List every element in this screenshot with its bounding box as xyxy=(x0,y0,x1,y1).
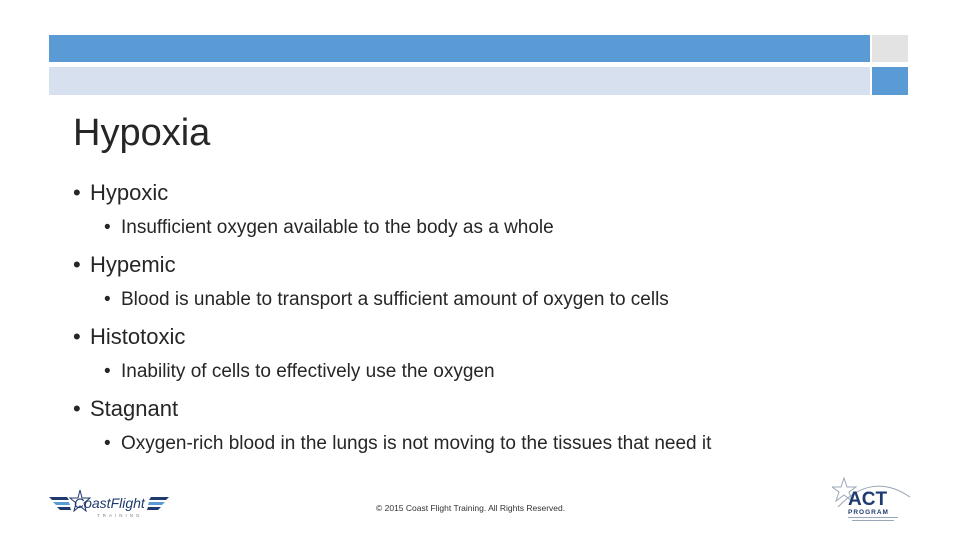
logo-rule xyxy=(848,517,898,518)
heading-text: Hypemic xyxy=(90,252,176,277)
header-band-top xyxy=(49,35,870,62)
bullet-detail xyxy=(73,359,933,385)
list-item xyxy=(73,394,933,457)
bullet-icon: • xyxy=(73,324,81,349)
logo-wordmark: ACT xyxy=(848,489,888,510)
bullet-heading xyxy=(73,322,933,352)
list-item xyxy=(73,178,933,241)
bullet-icon: • xyxy=(73,252,81,277)
bullet-icon: • xyxy=(104,433,111,454)
bullet-detail xyxy=(73,287,933,313)
slide-title: Hypoxia xyxy=(73,112,211,154)
heading-text: Hypoxic xyxy=(90,180,169,205)
wing-stripes-left xyxy=(49,497,71,510)
detail-text: Oxygen-rich blood in the lungs is not moving to the tissues that need it xyxy=(121,433,712,454)
copyright-text: © 2015 Coast Flight Training. All Rights Reserved. xyxy=(376,503,566,513)
wing-stripes-right xyxy=(147,497,169,510)
bullet-icon: • xyxy=(104,289,111,310)
bullet-heading xyxy=(73,178,933,208)
bullet-detail xyxy=(73,431,933,457)
list-item xyxy=(73,322,933,385)
bullet-detail xyxy=(73,215,933,241)
logo-wordmark: CoastFlight xyxy=(74,495,145,511)
header-band-bottom xyxy=(49,67,870,95)
bullet-icon: • xyxy=(104,361,111,382)
bullet-icon: • xyxy=(73,396,81,421)
logo-rule xyxy=(852,520,894,521)
logo-subtext: TRAINING xyxy=(97,513,143,518)
logo-subtext: PROGRAM xyxy=(848,509,889,516)
list-item xyxy=(73,250,933,313)
bullet-heading xyxy=(73,394,933,424)
heading-text: Histotoxic xyxy=(90,324,186,349)
coast-flight-logo xyxy=(47,486,171,520)
bullet-icon: • xyxy=(73,180,81,205)
header-square-top xyxy=(872,35,908,62)
detail-text: Insufficient oxygen available to the body as a whole xyxy=(121,217,554,238)
bullet-list xyxy=(73,178,933,457)
header-square-bottom xyxy=(872,67,908,95)
bullet-heading xyxy=(73,250,933,280)
detail-text: Blood is unable to transport a sufficient amount of oxygen to cells xyxy=(121,289,669,310)
heading-text: Stagnant xyxy=(90,396,179,421)
detail-text: Inability of cells to effectively use the oxygen xyxy=(121,361,495,382)
act-program-logo xyxy=(832,477,912,523)
bullet-icon: • xyxy=(104,217,111,238)
